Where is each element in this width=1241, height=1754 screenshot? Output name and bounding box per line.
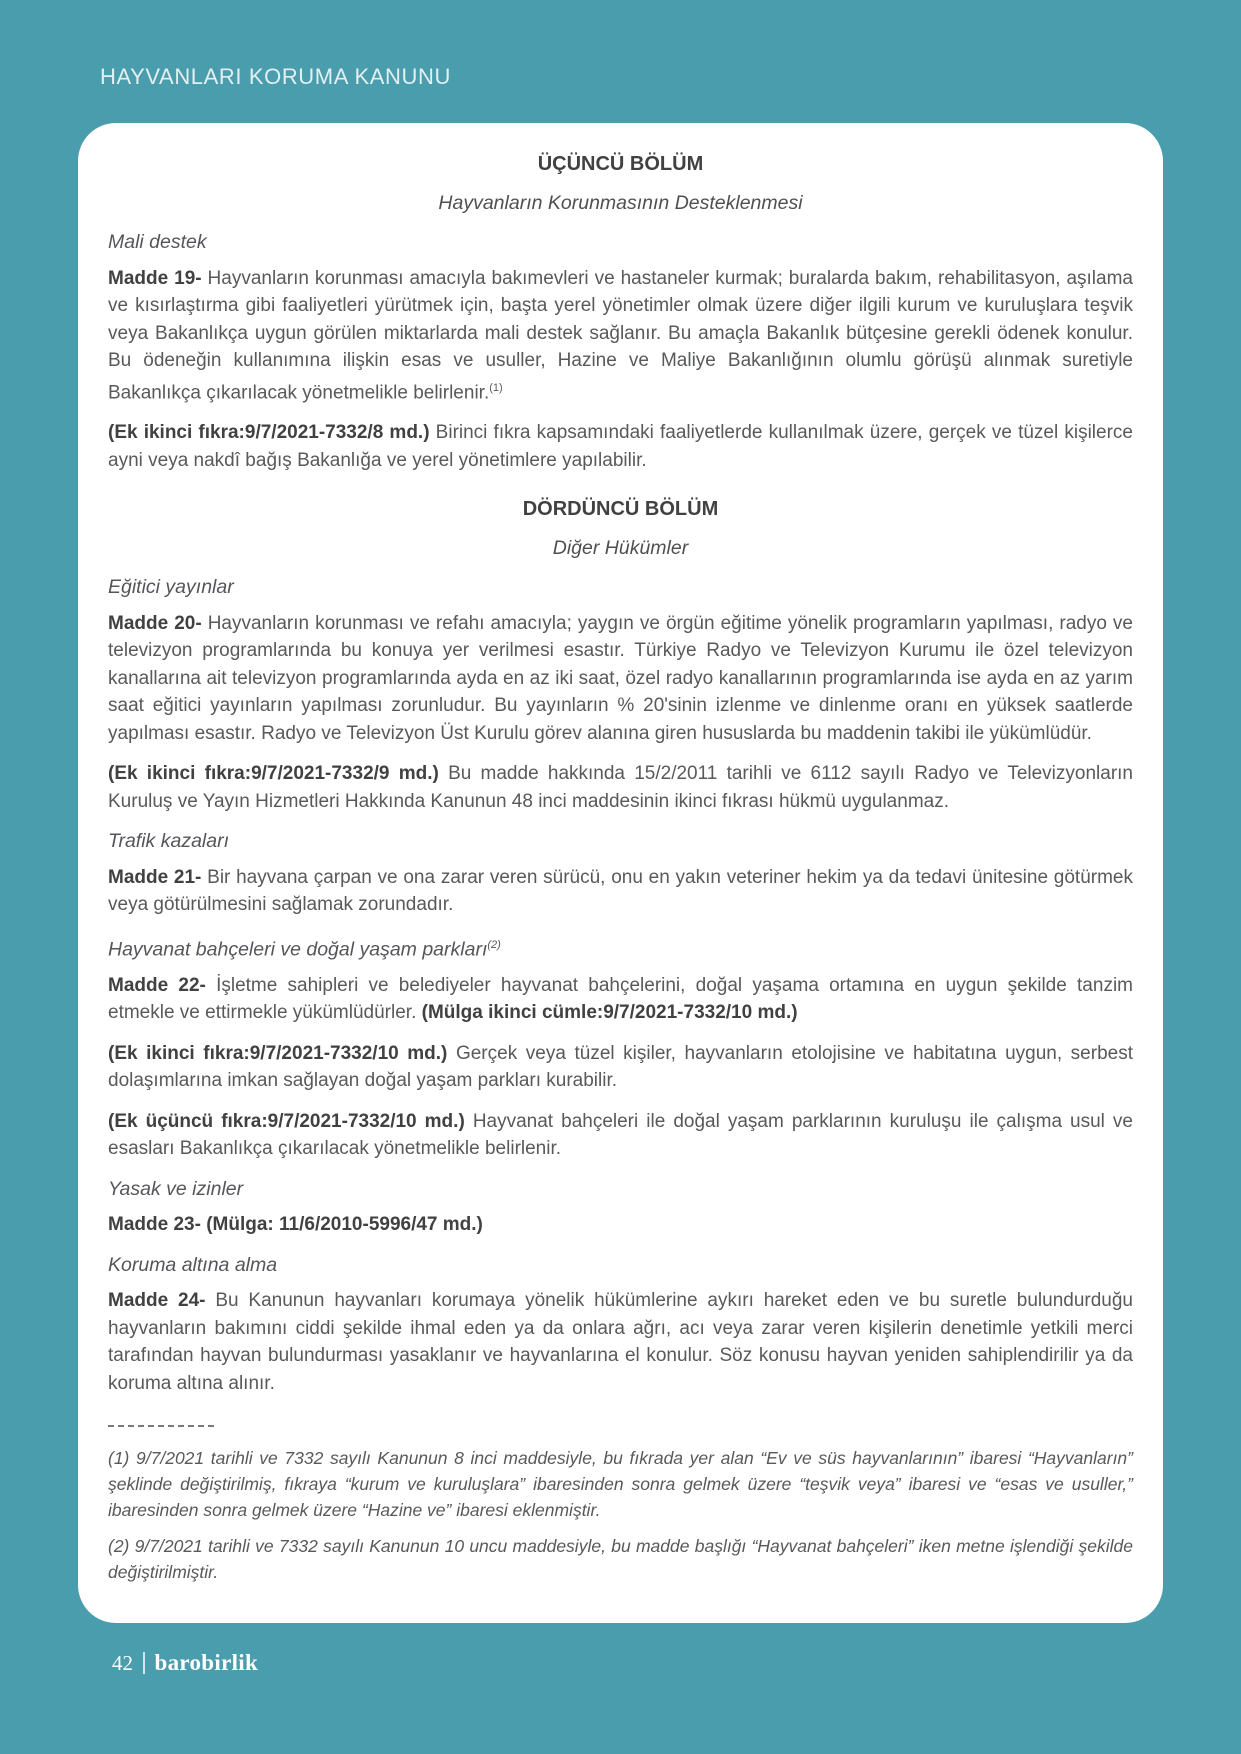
text-segment: Eğitici yayınlar: [108, 576, 234, 599]
footer-divider: [143, 1652, 145, 1674]
text-segment: Trafik kazaları: [108, 830, 229, 853]
footnote-separator: [108, 1419, 214, 1427]
section-subtitle: [108, 535, 1133, 563]
bold-segment: Madde 19-: [108, 267, 202, 289]
article-heading: [108, 828, 1133, 856]
page-footer: [112, 1650, 258, 1676]
bold-segment: Madde 22-: [108, 974, 206, 996]
page-title: HAYVANLARI KORUMA KANUNU: [100, 64, 451, 89]
footnote: [108, 1533, 1133, 1585]
text-segment: Gerçek veya tüzel kişiler, hayvanların etolojisine ve habitatına uygun, serbest dolaşımlarına imkan sağlayan doğal yaşam parkları kurabilir.: [108, 1042, 1133, 1092]
article-heading: [108, 1252, 1133, 1280]
bold-segment: (Ek üçüncü fıkra:9/7/2021-7332/10 md.): [108, 1110, 465, 1132]
paragraph: [108, 265, 1133, 407]
bold-segment: Madde 24-: [108, 1290, 206, 1312]
bold-segment: Madde 21-: [108, 866, 202, 888]
bold-segment: Madde 23- (Mülga: 11/6/2010-5996/47 md.): [108, 1214, 483, 1236]
footnote-reference: (1): [489, 381, 503, 394]
paragraph: [108, 864, 1133, 919]
paragraph: [108, 972, 1133, 1027]
text-segment: Birinci fıkra kapsamındaki faaliyetlerde kullanılmak üzere, gerçek ve tüzel kişilerce ayni veya nakdî bağış Bakanlığa ve yerel yönetimlere yapılabilir.: [108, 422, 1133, 471]
document-card: [78, 123, 1163, 1623]
text-segment: İşletme sahipleri ve belediyeler hayvanat bahçelerini, doğal yaşama ortamına en uygun şekilde tanzim etmekle ve ettirmekle yükümlüdürler.: [108, 974, 1133, 1024]
paragraph: [108, 1108, 1133, 1163]
footer-brand: barobirlik: [154, 1650, 259, 1675]
footnote-reference: (2): [487, 938, 501, 951]
bold-segment: (Mülga ikinci cümle:9/7/2021-7332/10 md.): [421, 1002, 798, 1024]
text-segment: Diğer Hükümler: [552, 536, 689, 559]
text-segment: Bu madde hakkında 15/2/2011 tarihli ve 6112 sayılı Radyo ve Televizyonların Kuruluş ve Yayın Hizmetleri Hakkında Kanunun 48 inci maddesinin ikinci fıkrası hükmü uygulanmaz.: [108, 763, 1133, 812]
text-segment: Hayvanat bahçeleri ile doğal yaşam parklarının kuruluşu ile çalışma usul ve esasları Bakanlıkça çıkarılacak yönetmelikle belirlenir.: [108, 1110, 1134, 1160]
text-segment: Hayvanların Korunmasının Desteklenmesi: [438, 191, 803, 214]
paragraph: [108, 610, 1133, 748]
text-segment: Hayvanların korunması ve refahı amacıyla; yaygın ve örgün eğitime yönelik programların yapılması, radyo ve televizyon programlarında bu konuya yer verilmesi esastır. Türkiye Radyo ve Televizyon Kurumu ile özel televizyon kanallarına ait televizyon programlarında ayda en az iki saat, özel radyo kanallarının programlarında ise ayda en az yarım saat eğitici yayınların yapılması zorunludur. Bu yayınların % 20'sinin izlenme ve dinlenme oranı en yüksek saatlerde yapılması esastır. Radyo ve Televizyon Üst Kurulu görev alanına giren hususlarda bu maddenin takibi ile yükümlüdür.: [108, 612, 1133, 744]
text-segment: Hayvanların korunması amacıyla bakımevleri ve hastaneler kurmak; buralarda bakım, rehabilitasyon, aşılama ve kısırlaştırma gibi faaliyetleri yürütmek için, başta yerel yönetimler olmak üzere diğer ilgili kurum ve kuruluşlara teşvik veya Bakanlıkça uygun görülen miktarlarda mali destek sağlanır. Bu amaçla Bakanlık bütçesine gerekli ödenek konulur. Bu ödeneğin kullanımına ilişkin esas ve usuller, Hazine ve Maliye Bakanlığının olumlu görüşü alınmak suretiyle Bakanlıkça çıkarılacak yönetmelikle belirlenir.: [108, 267, 1133, 403]
paragraph: [108, 1287, 1133, 1397]
paragraph: [108, 760, 1133, 815]
article-heading: [108, 1176, 1133, 1204]
section-subtitle: [108, 190, 1133, 218]
section-title: [108, 151, 1133, 179]
article-heading: [108, 229, 1133, 257]
page-number: 42: [112, 1651, 133, 1675]
article-heading: [108, 932, 1133, 964]
text-segment: Koruma altına alma: [108, 1253, 278, 1276]
document-content: [108, 151, 1133, 1585]
paragraph: [108, 419, 1133, 474]
text-segment: Bu Kanunun hayvanları korumaya yönelik hükümlerine aykırı hareket eden ve bu suretle bulundurduğu hayvanların bakımını ciddi şekilde ihmal eden ya da onlara ağrı, acı veya zarar veren kişilerin denetimle yetkili merci tarafından hayvan bulundurması yasaklanır ve hayvanlarına el konulur. Söz konusu hayvan yeniden sahiplendirilir ya da koruma altına alınır.: [108, 1290, 1133, 1394]
text-segment: (2) 9/7/2021 tarihli ve 7332 sayılı Kanunun 10 uncu maddesiyle, bu madde başlığı “Hayvanat bahçeleri” iken metne işlendiği şekilde değiştirilmiştir.: [108, 1536, 1133, 1583]
text-segment: DÖRDÜNCÜ BÖLÜM: [522, 498, 719, 521]
bold-segment: (Ek ikinci fıkra:9/7/2021-7332/8 md.): [108, 422, 430, 444]
section-title: [108, 496, 1133, 524]
text-segment: (1) 9/7/2021 tarihli ve 7332 sayılı Kanunun 8 inci maddesiyle, bu fıkrada yer alan “Ev ve süs hayvanlarının” ibaresi “Hayvanların” şeklinde değiştirilmiş, fıkraya “kurum ve kuruluşlara” ibaresinden sonra gelmek üzere “teşvik veya” ibaresi ve “esas ve usuller,” ibaresinden sonra gelmek üzere “Hazine ve” ibaresi eklenmiştir.: [108, 1448, 1133, 1521]
bold-segment: Madde 20-: [108, 612, 202, 634]
text-segment: ÜÇÜNCÜ BÖLÜM: [537, 153, 704, 175]
text-segment: Yasak ve izinler: [108, 1177, 244, 1200]
text-segment: Bir hayvana çarpan ve ona zarar veren sürücü, onu en yakın veteriner hekim ya da tedavi ünitesine götürmek veya götürülmesini sağlamak zorundadır.: [108, 866, 1133, 916]
bold-segment: (Ek ikinci fıkra:9/7/2021-7332/10 md.): [108, 1042, 448, 1064]
text-segment: Mali destek: [108, 231, 207, 253]
text-segment: Hayvanat bahçeleri ve doğal yaşam parkları: [108, 938, 488, 961]
paragraph: [108, 1040, 1133, 1095]
paragraph: [108, 1211, 1133, 1239]
article-heading: [108, 574, 1133, 602]
footnote: [108, 1445, 1133, 1523]
bold-segment: (Ek ikinci fıkra:9/7/2021-7332/9 md.): [108, 763, 439, 785]
